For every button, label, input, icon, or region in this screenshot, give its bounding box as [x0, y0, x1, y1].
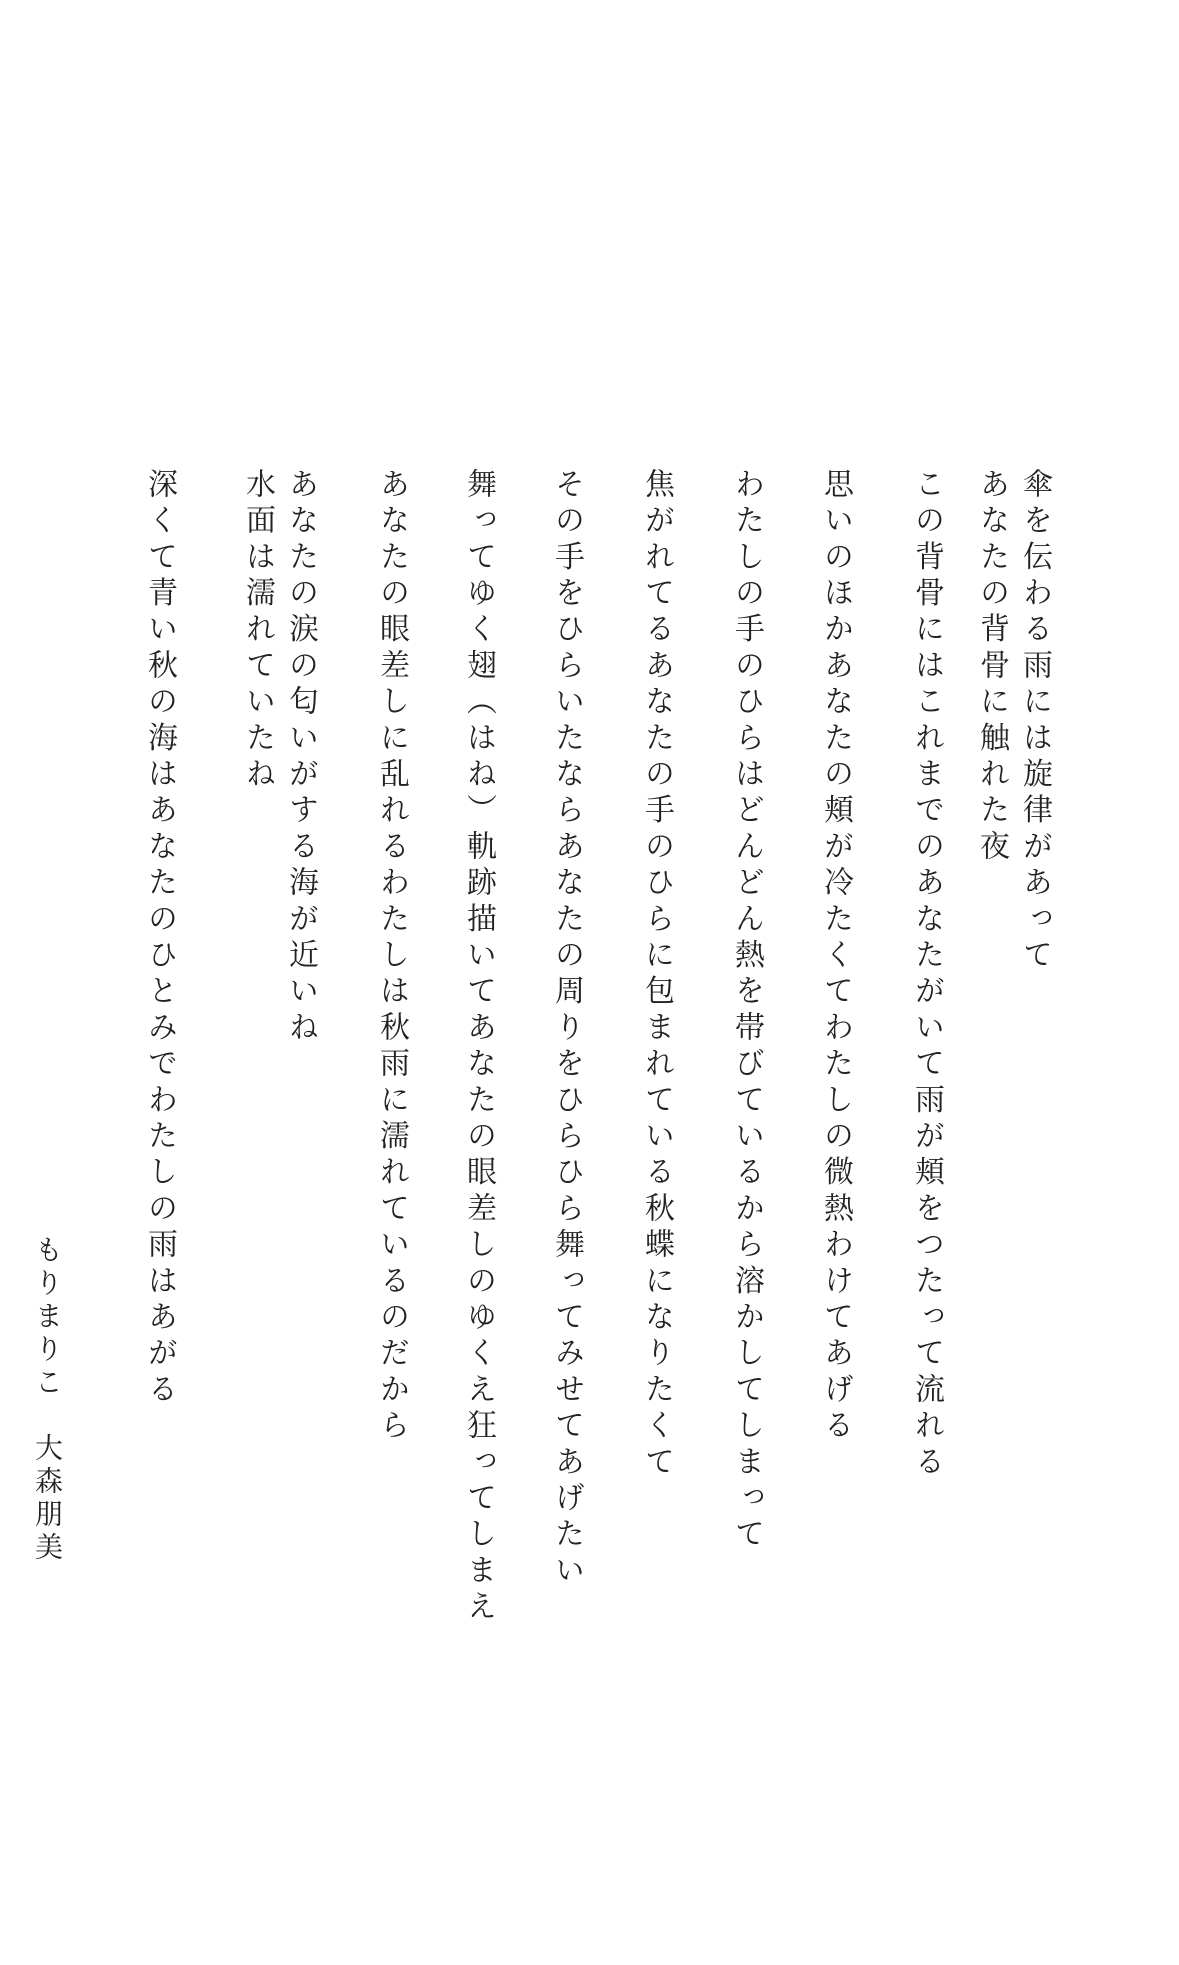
- poem-line-8: 舞ってゆく翅（はね）軌跡描いてあなたの眼差しのゆくえ狂ってしまえ: [461, 468, 496, 1627]
- poem-line-9: あなたの眼差しに乱れるわたしは秋雨に濡れているのだから: [374, 468, 409, 1446]
- poem-line-12: 深くて青い秋の海はあなたのひとみでわたしの雨はあがる: [142, 468, 177, 1410]
- poem-line-7: その手をひらいたならあなたの周りをひらひら舞ってみせてあげたい: [549, 468, 584, 1591]
- poem-line-11: 水面は濡れていたね: [240, 468, 275, 794]
- poem-line-6: 焦がれてるあなたの手のひらに包まれている秋蝶になりたくて: [639, 468, 674, 1482]
- author-signature: もりまりこ 大森朋美: [31, 1235, 64, 1565]
- poem-line-2: あなたの背骨に触れた夜: [974, 468, 1009, 867]
- poem-line-10: あなたの涙の匂いがする海が近いね: [283, 468, 318, 1048]
- poem-line-4: 思いのほかあなたの頬が冷たくてわたしの微熱わけてあげる: [818, 468, 853, 1446]
- poem-line-3: この背骨にはこれまでのあなたがいて雨が頬をつたって流れる: [909, 468, 944, 1482]
- poem-line-1: 傘を伝わる雨には旋律があって: [1017, 468, 1052, 975]
- poem-line-5: わたしの手のひらはどんどん熱を帯びているから溶かしてしまって: [729, 468, 764, 1554]
